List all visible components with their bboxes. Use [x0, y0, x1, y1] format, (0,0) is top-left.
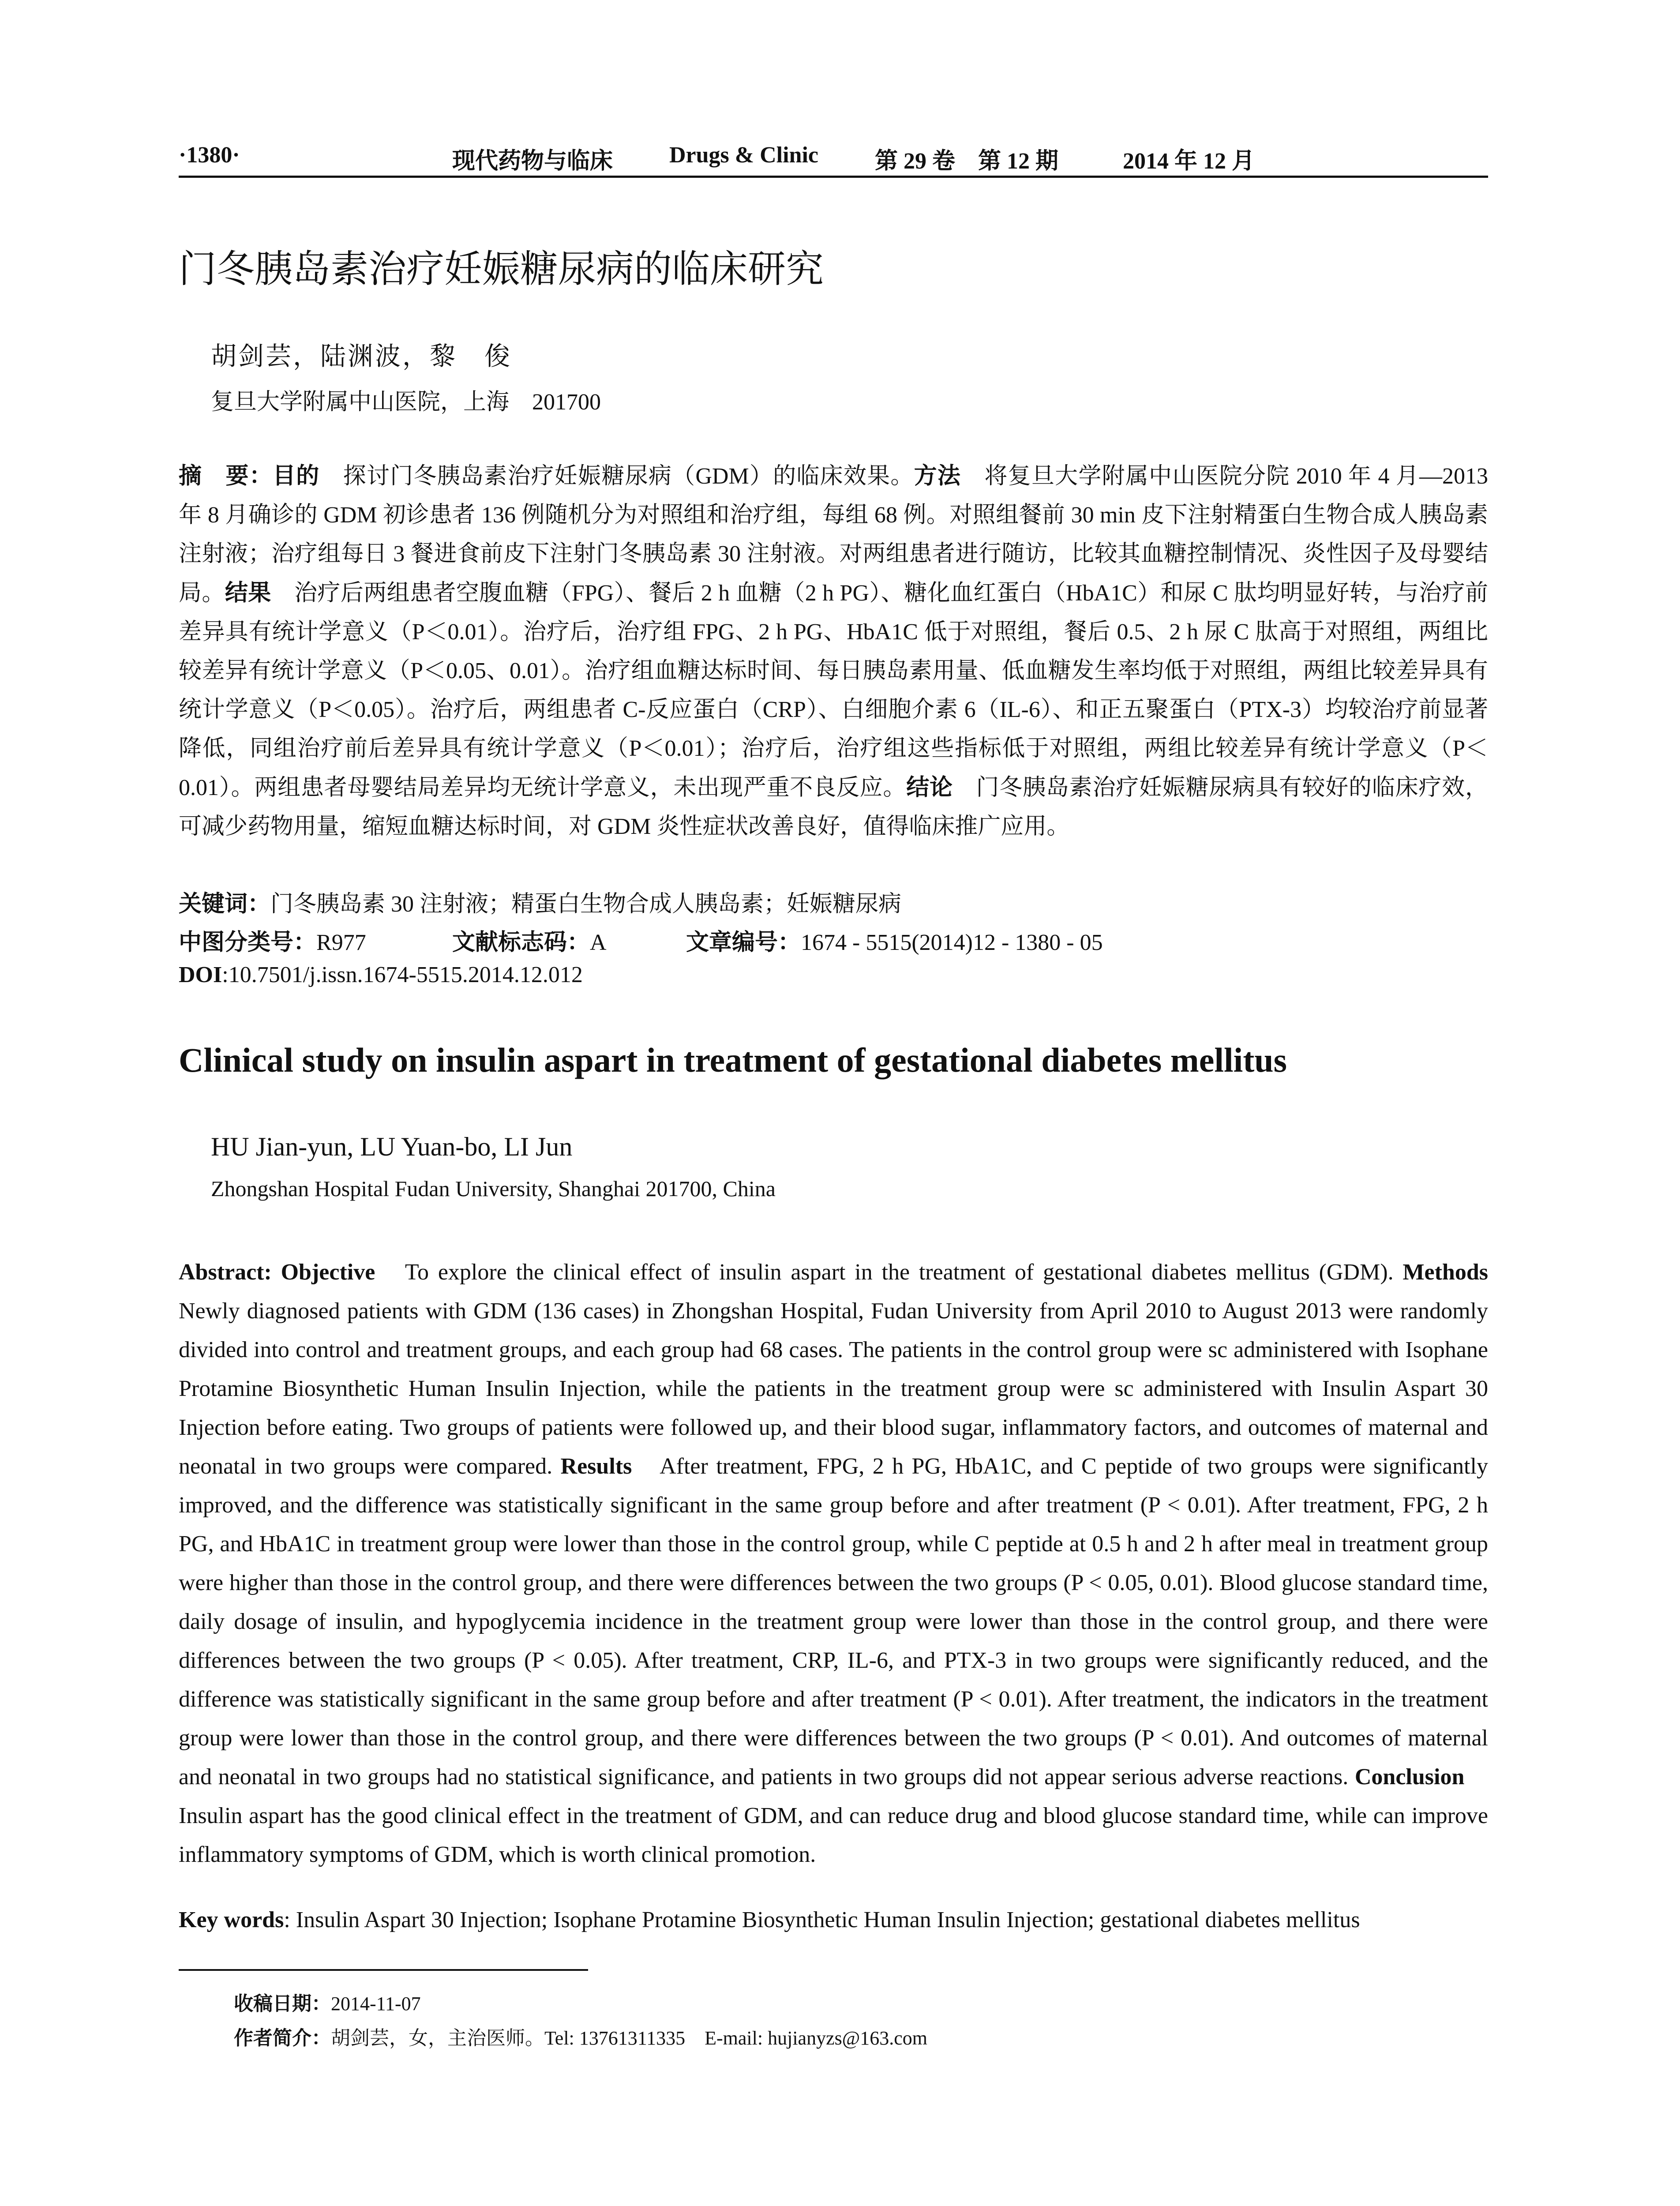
journal-name-en: Drugs & Clinic [669, 143, 818, 168]
results-label-cn: 结果 [225, 580, 271, 606]
doi-line [179, 962, 1488, 988]
abstract-label-en: Abstract: Objective [179, 1260, 375, 1285]
abstract-cn [179, 457, 1488, 846]
methods-label-en: Methods [1402, 1260, 1488, 1285]
received-value: 2014-11-07 [331, 1993, 421, 2015]
objective-text-cn: 探讨门冬胰岛素治疗妊娠糖尿病（GDM）的临床效果。 [319, 464, 914, 489]
article-title-cn: 门冬胰岛素治疗妊娠糖尿病的临床研究 [179, 247, 824, 291]
doc-code-label: 文献标志码： [452, 929, 590, 956]
page-number: ·1380· [179, 143, 240, 168]
conclusion-label-cn: 结论 [906, 774, 953, 801]
results-label-en: Results [560, 1454, 632, 1479]
volume-issue: 第 29 卷 第 12 期 [875, 149, 1059, 174]
results-text-en: After treatment, FPG, 2 h PG, HbA1C, and C peptide of two groups were significantly improved, and the difference was statistically significant in the same group before and after treatment (P < 0.01). After treatment, FPG, 2 h PG, and HbA1C in treatment group were lower than those in the control group, while C peptide at 0.5 h and 2 h after meal in treatment group were higher than those in the control group, and there were differences between the two groups (P < 0.05, 0.01). Blood glucose standard time, daily dosage of insulin, and hypoglycemia incidence in the treatment group were lower than those in the control group, and there were differences between the two groups (P < 0.05). After treatment, CRP, IL-6, and PTX-3 in two groups were significantly reduced, and the difference was statistically significant in the same group before and after treatment (P < 0.01). After treatment, the indicators in the treatment group were lower than those in the control group, and there were differences between the two groups (P < 0.01). And outcomes of maternal and neonatal in two groups had no statistical significance, and patients in two groups did not appear serious adverse reactions. [179, 1454, 1488, 1790]
received-label: 收稿日期： [234, 1992, 331, 2015]
keywords-cn [179, 885, 1488, 918]
methods-text-en: Newly diagnosed patients with GDM (136 cases) in Zhongshan Hospital, Fudan University from April 2010 to August 2013 were randomly divided into control and treatment groups, and each group had 68 cases. The patients in the control group were sc administered with Isophane Protamine Biosynthetic Human Insulin Injection, while the patients in the treatment group were sc administered with Insulin Aspart 30 Injection before eating. Two groups of patients were followed up, and their blood sugar, inflammatory factors, and outcomes of maternal and neonatal in two groups were compared. [179, 1298, 1488, 1479]
article-number-value: 1674 - 5515(2014)12 - 1380 - 05 [801, 930, 1103, 955]
keywords-text-cn: 门冬胰岛素 30 注射液；精蛋白生物合成人胰岛素；妊娠糖尿病 [270, 892, 902, 917]
authors-cn: 胡剑芸，陆渊波，黎 俊 [211, 342, 512, 371]
footnote-divider [179, 1969, 588, 1971]
conclusion-label-en: Conclusion [1354, 1764, 1465, 1790]
objective-label-cn: 目的 [272, 463, 320, 489]
running-header [179, 140, 1488, 178]
clc-label: 中图分类号： [179, 929, 317, 956]
doi-label: DOI [179, 962, 222, 987]
author-bio-note [234, 2022, 927, 2050]
conclusion-text-en: Insulin aspart has the good clinical effect in the treatment of GDM, and can reduce drug and blood glucose standard time, while can improve inflammatory symptoms of GDM, which is worth clinical promotion. [179, 1764, 1488, 1867]
clc-value: R977 [316, 930, 366, 955]
issue-date: 2014 年 12 月 [1123, 149, 1255, 174]
doc-code-value: A [590, 930, 607, 955]
affiliation-en: Zhongshan Hospital Fudan University, Shanghai 201700, China [211, 1176, 776, 1201]
keywords-label-cn: 关键词： [179, 891, 271, 917]
keywords-en [179, 1907, 1488, 1933]
objective-text-en: To explore the clinical effect of insulin aspart in the treatment of gestational diabetes mellitus (GDM). [375, 1260, 1403, 1285]
journal-name-cn: 现代药物与临床 [452, 149, 613, 174]
abstract-label-cn: 摘 要： [179, 463, 273, 489]
abstract-en [179, 1253, 1488, 1874]
article-title-en: Clinical study on insulin aspart in treatment of gestational diabetes mellitus [179, 1041, 1287, 1079]
keywords-label-en: Key words [179, 1907, 284, 1932]
affiliation-cn: 复旦大学附属中山医院，上海 201700 [211, 390, 601, 415]
authors-en: HU Jian-yun, LU Yuan-bo, LI Jun [211, 1132, 573, 1161]
results-text-cn: 治疗后两组患者空腹血糖（FPG）、餐后 2 h 血糖（2 h PG）、糖化血红蛋白（HbA1C）和尿 C 肽均明显好转，与治疗前差异具有统计学意义（P＜0.01）。治疗后，治疗组 FPG、2 h PG、HbA1C 低于对照组，餐后 0.5、2 h 尿 C 肽高于对照组，两组比较差异有统计学意义（P＜0.05、0.01）。治疗组血糖达标时间、每日胰岛素用量、低血糖发生率均低于对照组，两组比较差异具有统计学意义（P＜0.05）。治疗后，两组患者 C-反应蛋白（CRP）、白细胞介素 6（IL-6）、和正五聚蛋白（PTX-3）均较治疗前显著降低，同组治疗前后差异具有统计学意义（P＜0.01）；治疗后，治疗组这些指标低于对照组，两组比较差异有统计学意义（P＜0.01）。两组患者母婴结局差异均无统计学意义，未出现严重不良反应。 [179, 581, 1488, 800]
keywords-text-en: : Insulin Aspart 30 Injection; Isophane Protamine Biosynthetic Human Insulin Injection; gestational diabetes mellitus [284, 1907, 1360, 1932]
methods-text-cn: 将复旦大学附属中山医院分院 2010 年 4 月—2013 年 8 月确诊的 GDM 初诊患者 136 例随机分为对照组和治疗组，每组 68 例。对照组餐前 30 min 皮下注射精蛋白生物合成人胰岛素注射液；治疗组每日 3 餐进食前皮下注射门冬胰岛素 30 注射液。对两组患者进行随访，比较其血糖控制情况、炎性因子及母婴结局。 [179, 464, 1488, 606]
doi-value: :10.7501/j.issn.1674-5515.2014.12.012 [222, 962, 583, 987]
methods-label-cn: 方法 [914, 463, 961, 489]
conclusion-text-cn: 门冬胰岛素治疗妊娠糖尿病具有较好的临床疗效，可减少药物用量，缩短血糖达标时间，对 GDM 炎性症状改善良好，值得临床推广应用。 [179, 775, 1488, 839]
author-bio-value: 胡剑芸，女，主治医师。Tel: 13761311335 E-mail: hujianyzs@163.com [331, 2027, 928, 2049]
article-number-label: 文章编号： [686, 929, 801, 956]
received-date-note [234, 1988, 421, 2016]
author-bio-label: 作者简介： [234, 2027, 331, 2049]
